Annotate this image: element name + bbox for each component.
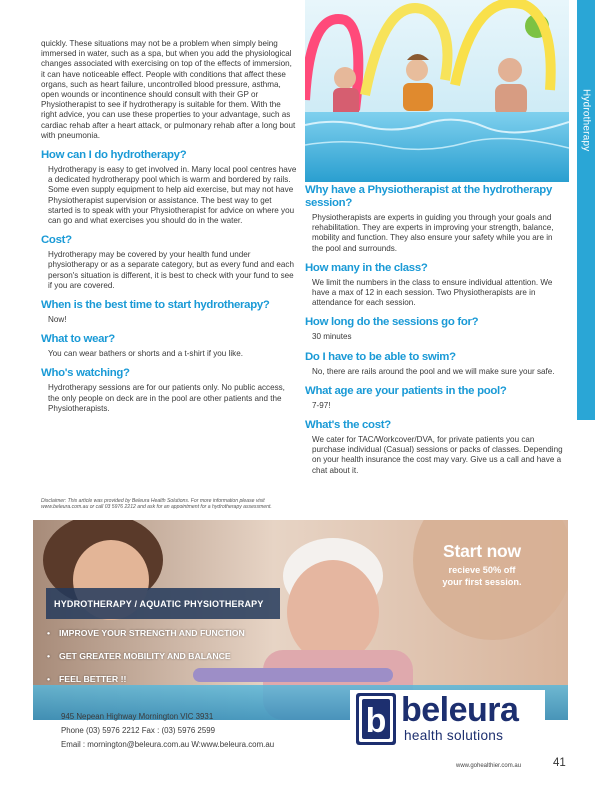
left-article-column [41, 39, 297, 414]
answer-patient-age: 7-97! [312, 400, 331, 410]
promo-offer [412, 564, 552, 588]
side-tab-label: Hydrotherapy [580, 88, 592, 152]
banner-bullet-2 [47, 651, 231, 661]
answer-best-time: Now! [48, 315, 67, 325]
answer-cost: Hydrotherapy may be covered by your health fund under physiotherapy or as a separate category, but as every fund and each person's situation is different, it is best to check with your fund to see if you are covered. [48, 250, 294, 290]
bullet-dot-icon: • [47, 674, 51, 684]
contact-email-web: Email : mornington@beleura.com.au W:www.beleura.com.au [61, 740, 275, 749]
logo-letter: b [365, 702, 387, 740]
heading-able-to-swim: Do I have to be able to swim? [305, 350, 456, 363]
promo-offer-line-2: your first session. [442, 577, 522, 587]
heading-how-can-i-do-hydrotherapy: How can I do hydrotherapy? [41, 149, 187, 162]
logo-name: beleura [401, 691, 519, 729]
heading-cost: Cost? [41, 234, 72, 247]
right-article-column [305, 184, 563, 476]
contact-address: 945 Nepean Highway Mornington VIC 3931 [61, 712, 214, 721]
intro-paragraph: quickly. These situations may not be a problem when simply being immersed in water, such as a spa, but when you add the physiological changes associated with exercising on top of the effects of immersion, it can have noticeable effect. People with conditions that affect these organs, such as heart failure, uncontrolled blood pressure, asthma, open wounds or incontinence should consult with their GP or Physiotherapist to see if hydrotherapy is suitable for them. With the right advice, you can use these properties to your advantage, such as cardiac rehab after a heart attack, or pulmonary rehab after a long bout with pneumonia. [41, 39, 296, 140]
heading-why-physiotherapist: Why have a Physiotherapist at the hydrotherapy session? [305, 184, 552, 209]
answer-able-to-swim: No, there are rails around the pool and we will make sure your safe. [312, 366, 555, 376]
heading-what-to-wear: What to wear? [41, 333, 115, 346]
bullet-dot-icon: • [47, 628, 51, 638]
answer-whats-the-cost: We cater for TAC/Workcover/DVA, for private patients you can purchase individual (Casual) sessions or packs of classes. Depending on your health insurance the cost may vary. Give us a call and have a chat about it. [312, 435, 563, 475]
heading-whats-the-cost: What's the cost? [305, 419, 391, 432]
disclaimer-text: Disclaimer: This article was provided by Beleura Health Solutions. For more information please visit www.beleura.com.au or call 03 5976 2212 and ask for an appointment for a hydrotherapy assessment. [41, 498, 272, 510]
footer-url: www.gohealthier.com.au [456, 763, 522, 769]
side-tab-strip [577, 0, 595, 420]
banner-bullet-2-text: GET GREATER MOBILITY AND BALANCE [59, 651, 231, 661]
hydrotherapy-class-photo [305, 0, 569, 182]
banner-bullet-3-text: FEEL BETTER !! [59, 674, 127, 684]
heading-best-time: When is the best time to start hydrotherapy? [41, 299, 270, 312]
answer-how-can-i-do-hydrotherapy: Hydrotherapy is easy to get involved in. Many local pool centres have a dedicated hydrotherapy pool which is warm and bordered by rails. Some even supply equipment to help aid exercise, but may not have Physiotherapist supervision or assistance. The best way to get started is to speak with your Physiotherapist for advice on where you can go and what exercises you should do in the water. [48, 165, 297, 226]
contact-phone-fax: Phone (03) 5976 2212 Fax : (03) 5976 2599 [61, 726, 215, 735]
banner-heading: HYDROTHERAPY / AQUATIC PHYSIOTHERAPY [54, 599, 264, 609]
banner-bullet-1-text: IMPROVE YOUR STRENGTH AND FUNCTION [59, 628, 245, 638]
heading-patient-age: What age are your patients in the pool? [305, 384, 507, 397]
banner-bullet-3 [47, 674, 126, 684]
banner-bullet-1 [47, 628, 245, 638]
beleura-logo-icon [356, 693, 396, 745]
answer-why-physiotherapist: Physiotherapists are experts in guiding you through your goals and rehabilitation. They are experts in improving your strength, balance, mobility and function. They also ensure your safety while you are in the pool and surrounds. [312, 213, 554, 253]
promo-offer-line-1: recieve 50% off [448, 565, 516, 575]
answer-what-to-wear: You can wear bathers or shorts and a t-shirt if you like. [48, 349, 243, 359]
heading-how-many-in-class: How many in the class? [305, 261, 428, 274]
promo-title: Start now [443, 541, 521, 561]
heading-session-length: How long do the sessions go for? [305, 316, 479, 329]
page-number: 41 [553, 757, 566, 769]
logo-tagline: health solutions [404, 728, 504, 743]
heading-whos-watching: Who's watching? [41, 367, 130, 380]
answer-session-length: 30 minutes [312, 332, 352, 342]
answer-whos-watching: Hydrotherapy sessions are for our patients only. No public access, the only people on deck are in the pool are other patients and the Physiotherapists. [48, 383, 285, 413]
answer-how-many-in-class: We limit the numbers in the class to ensure individual attention. We have a max of 12 in each session. Two Physiotherapists are in attendance for each session. [312, 277, 553, 308]
bullet-dot-icon: • [47, 651, 51, 661]
